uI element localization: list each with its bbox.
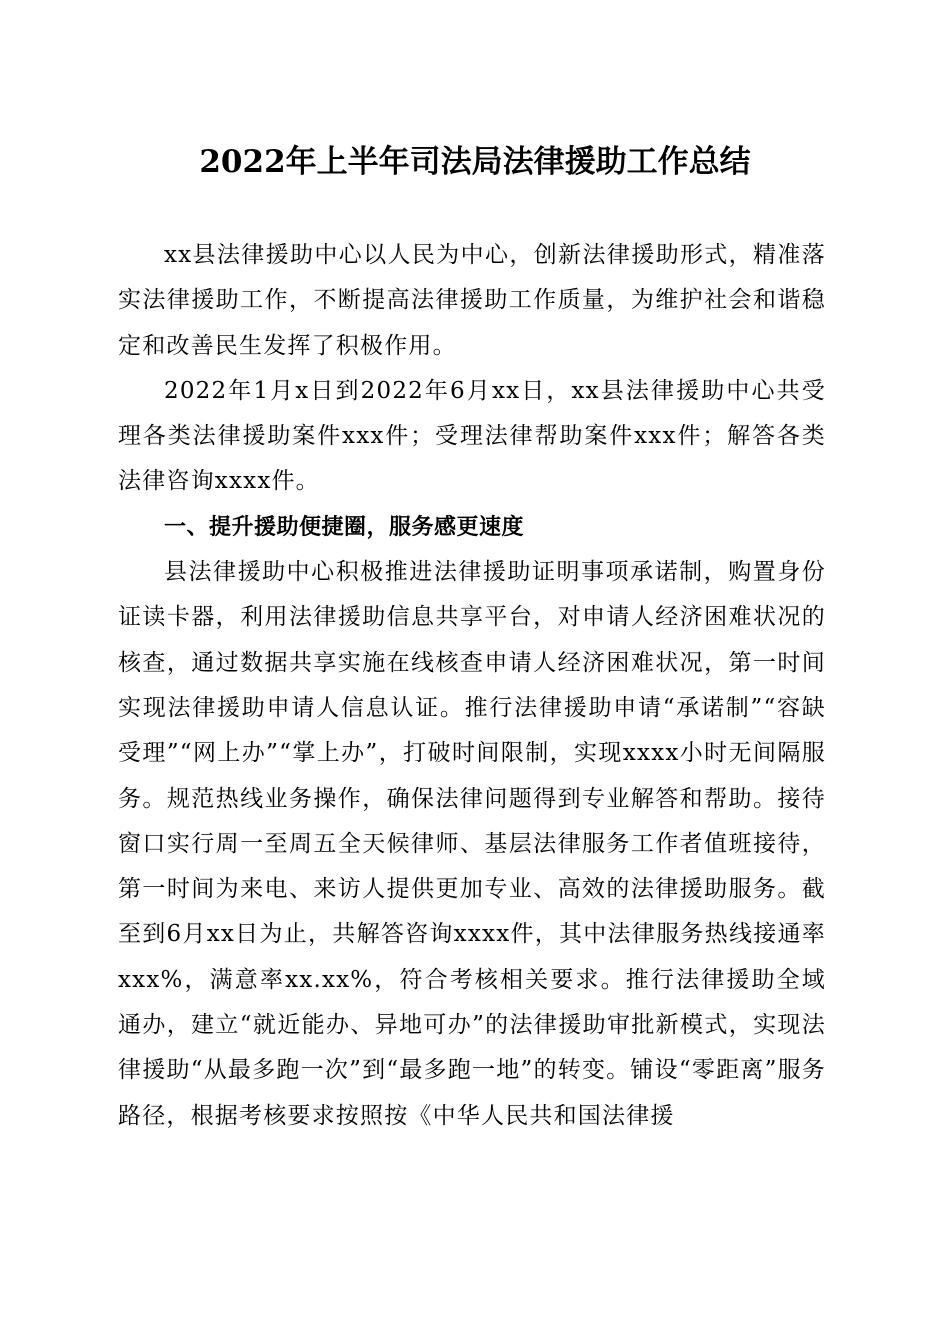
section-heading: 一、提升援助便捷圈，服务感更速度 [164, 514, 525, 540]
statistics-paragraph: 2022年1月x日到2022年6月xx日，xx县法律援助中心共受理各类法律援助案件xxx件；受理法律帮助案件xxx件；解答各类法律咨询xxxx件。 [118, 377, 826, 495]
intro-paragraph: xx县法律援助中心以人民为中心，创新法律援助形式，精准落实法律援助工作，不断提高法律援助工作质量，为维护社会和谐稳定和改善民生发挥了积极作用。 [118, 242, 826, 359]
section-paragraph: 县法律援助中心积极推进法律援助证明事项承诺制，购置身份证读卡器，利用法律援助信息共享平台，对申请人经济困难状况的核查，通过数据共享实施在线核查申请人经济困难状况，第一时间实现法律援助申请人信息认证。推行法律援助申请“承诺制”“容缺受理”“网上办”“掌上办”，打破时间限制，实现xxxx小时无间隔服务。规范热线业务操作，确保法律问题得到专业解答和帮助。接待窗口实行周一至周五全天候律师、基层法律服务工作者值班接待，第一时间为来电、来访人提供更加专业、高效的法律援助服务。截至到6月xx日为止，共解答咨询xxxx件，其中法律服务热线接通率xxx%，满意率xx.xx%，符合考核相关要求。推行法律援助全域通办，建立“就近能办、异地可办”的法律援助审批新模式，实现法律援助“从最多跑一次”到“最多跑一地”的转变。铺设“零距离”服务路径，根据考核要求按照按《中华人民共和国法律援 [118, 559, 826, 1129]
document-title: 2022年上半年司法局法律援助工作总结 [199, 144, 751, 180]
document-body [118, 233, 826, 1139]
